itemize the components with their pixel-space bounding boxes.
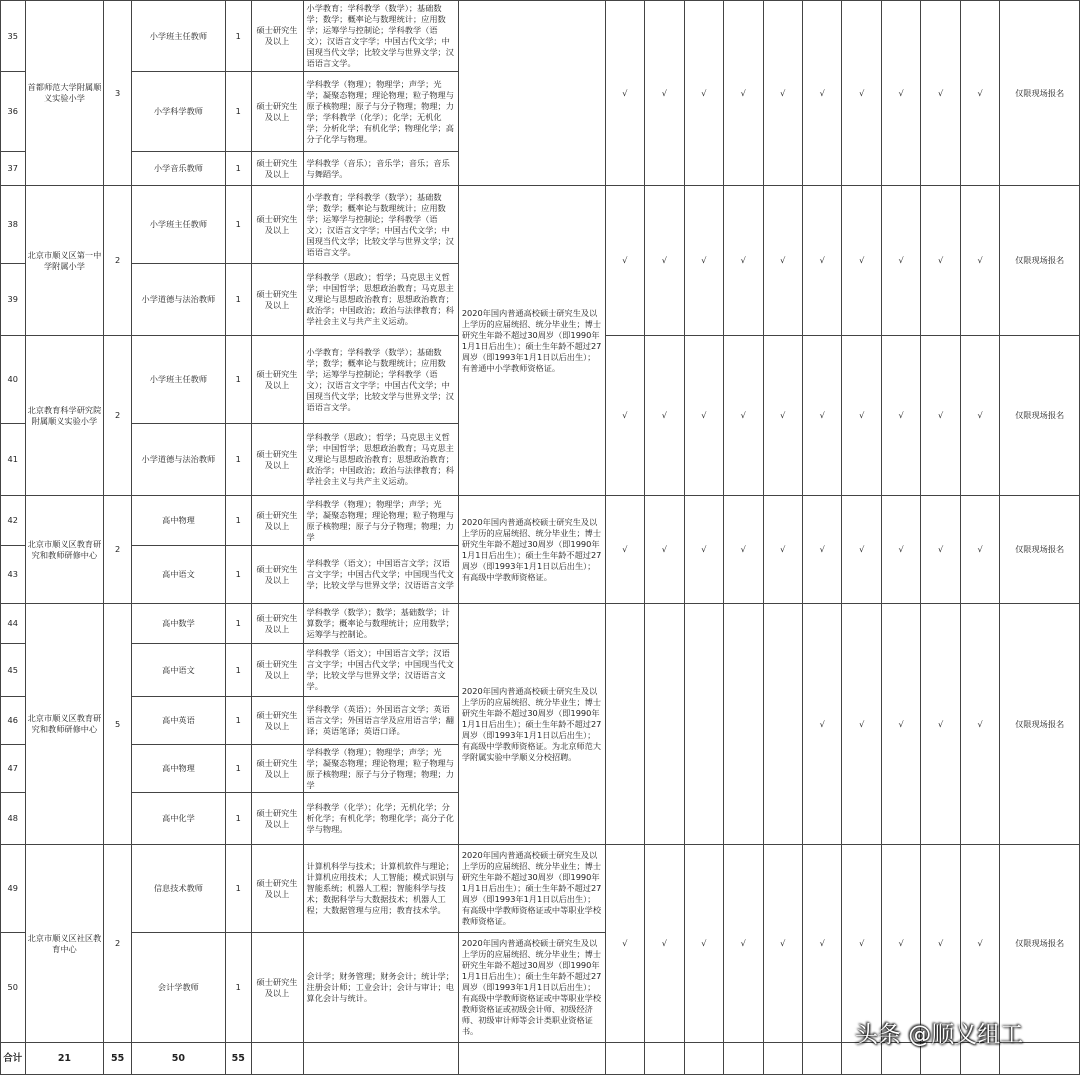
check-cell: √ bbox=[802, 845, 841, 1043]
education: 硕士研究生及以上 bbox=[251, 424, 303, 496]
registration-note: 仅限现场报名 bbox=[1000, 1, 1080, 186]
hire-count: 1 bbox=[225, 336, 251, 424]
check-cell-empty bbox=[724, 604, 763, 845]
check-cell: √ bbox=[921, 1, 960, 186]
hire-count: 1 bbox=[225, 424, 251, 496]
post-name: 小学音乐教师 bbox=[131, 152, 225, 186]
row-number: 38 bbox=[1, 186, 26, 264]
education: 硕士研究生及以上 bbox=[251, 745, 303, 793]
unit-name: 首都师范大学附属顺义实验小学 bbox=[25, 1, 104, 186]
unit-post-count: 2 bbox=[104, 336, 132, 496]
post-name: 小学道德与法治教师 bbox=[131, 424, 225, 496]
row-number: 46 bbox=[1, 697, 26, 745]
check-cell-empty bbox=[645, 604, 684, 845]
requirements: 2020年国内普通高校硕士研究生及以上学历的应届统招、统分毕业生；博士研究生年龄不超过30周岁（即1990年1月1日后出生）；硕士生年龄不超过27周岁（即1993年1月1日以后出生）；有高级中学教师资格证。 bbox=[458, 496, 605, 604]
check-cell: √ bbox=[724, 186, 763, 336]
post-name: 高中物理 bbox=[131, 745, 225, 793]
check-cell-empty bbox=[605, 604, 644, 845]
table-row bbox=[1, 186, 1080, 264]
check-cell: √ bbox=[724, 336, 763, 496]
hire-count: 1 bbox=[225, 546, 251, 604]
check-cell: √ bbox=[605, 336, 644, 496]
education: 硕士研究生及以上 bbox=[251, 336, 303, 424]
major: 会计学；财务管理；财务会计；统计学；注册会计师；工业会计；会计与审计；电算化会计与统计。 bbox=[303, 933, 458, 1043]
check-cell: √ bbox=[802, 336, 841, 496]
post-name: 高中化学 bbox=[131, 793, 225, 845]
row-number: 47 bbox=[1, 745, 26, 793]
major: 学科教学（语文）；中国语言文学；汉语言文字学；中国古代文学；中国现当代文学；比较文学与世界文学；汉语语言文学。 bbox=[303, 644, 458, 697]
empty-cell bbox=[802, 1043, 841, 1075]
hire-count: 1 bbox=[225, 933, 251, 1043]
row-number: 44 bbox=[1, 604, 26, 644]
post-name: 小学班主任教师 bbox=[131, 186, 225, 264]
totals-units: 21 bbox=[25, 1043, 104, 1075]
row-number: 39 bbox=[1, 264, 26, 336]
major: 学科教学（物理）；物理学；声学；光学；凝聚态物理；理论物理；粒子物理与原子核物理；原子与分子物理；物理；力学 bbox=[303, 496, 458, 546]
education: 硕士研究生及以上 bbox=[251, 933, 303, 1043]
check-cell: √ bbox=[921, 604, 960, 845]
check-cell: √ bbox=[842, 186, 881, 336]
row-number: 42 bbox=[1, 496, 26, 546]
check-cell: √ bbox=[921, 496, 960, 604]
unit-post-count: 5 bbox=[104, 604, 132, 845]
check-cell: √ bbox=[842, 845, 881, 1043]
unit-name: 北京市顺义区教育研究和教师研修中心 bbox=[25, 604, 104, 845]
check-cell: √ bbox=[763, 496, 802, 604]
major: 学科教学（英语）；外国语言文学；英语语言文学；外国语言学及应用语言学；翻译；英语笔译；英语口译。 bbox=[303, 697, 458, 745]
major: 学科教学（思政）；哲学；马克思主义哲学；中国哲学；思想政治教育；马克思主义理论与思想政治教育；思想政治教育；政治学；中国政治；政治与法律教育；科学社会主义与共产主义运动。 bbox=[303, 424, 458, 496]
major: 小学教育；学科教学（数学）；基础数学；数学；概率论与数理统计；应用数学；运筹学与控制论；学科教学（语文）；汉语言文字学；中国古代文学；中国现当代文学；比较文学与世界文学；汉语语言文学。 bbox=[303, 1, 458, 72]
unit-name: 北京市顺义区社区教育中心 bbox=[25, 845, 104, 1043]
check-cell: √ bbox=[684, 336, 723, 496]
post-name: 小学道德与法治教师 bbox=[131, 264, 225, 336]
check-cell: √ bbox=[763, 1, 802, 186]
education: 硕士研究生及以上 bbox=[251, 152, 303, 186]
requirements: 2020年国内普通高校硕士研究生及以上学历的应届统招、统分毕业生；博士研究生年龄不超过30周岁（即1990年1月1日后出生）；硕士生年龄不超过27周岁（即1993年1月1日以后出生）；有高级中学教师资格证。为北京师范大学附属实验中学顺义分校招聘。 bbox=[458, 604, 605, 845]
post-name: 小学班主任教师 bbox=[131, 1, 225, 72]
check-cell: √ bbox=[724, 845, 763, 1043]
check-cell: √ bbox=[881, 1, 920, 186]
check-cell: √ bbox=[645, 1, 684, 186]
major: 学科教学（物理）；物理学；声学；光学；凝聚态物理；理论物理；粒子物理与原子核物理；原子与分子物理；物理；力学；学科教学（化学）；化学；无机化学；分析化学；有机化学；物理化学；高分子化学与物理。 bbox=[303, 72, 458, 152]
registration-note: 仅限现场报名 bbox=[1000, 186, 1080, 336]
row-number: 35 bbox=[1, 1, 26, 72]
check-cell-empty bbox=[684, 604, 723, 845]
registration-note: 仅限现场报名 bbox=[1000, 845, 1080, 1043]
hire-count: 1 bbox=[225, 72, 251, 152]
check-cell: √ bbox=[881, 845, 920, 1043]
requirements: 2020年国内普通高校硕士研究生及以上学历的应届统招、统分毕业生；博士研究生年龄不超过30周岁（即1990年1月1日后出生）；硕士生年龄不超过27周岁（即1993年1月1日以后出生）；有高级中学教师资格证或中等职业学校教师资格证或初级会计师、初级经济师、初级审计师等会计类职业资格证书。 bbox=[458, 933, 605, 1043]
unit-post-count: 2 bbox=[104, 496, 132, 604]
check-cell: √ bbox=[724, 1, 763, 186]
table-row bbox=[1, 845, 1080, 933]
check-cell: √ bbox=[960, 336, 999, 496]
check-cell: √ bbox=[684, 1, 723, 186]
education: 硕士研究生及以上 bbox=[251, 264, 303, 336]
check-cell: √ bbox=[763, 845, 802, 1043]
education: 硕士研究生及以上 bbox=[251, 496, 303, 546]
check-cell: √ bbox=[921, 336, 960, 496]
post-name: 高中英语 bbox=[131, 697, 225, 745]
check-cell: √ bbox=[684, 186, 723, 336]
row-number: 40 bbox=[1, 336, 26, 424]
unit-post-count: 2 bbox=[104, 186, 132, 336]
education: 硕士研究生及以上 bbox=[251, 793, 303, 845]
major: 学科教学（化学）；化学；无机化学；分析化学；有机化学；物理化学；高分子化学与物理。 bbox=[303, 793, 458, 845]
hire-count: 1 bbox=[225, 604, 251, 644]
major: 计算机科学与技术；计算机软件与理论；计算机应用技术；人工智能；模式识别与智能系统；机器人工程；智能科学与技术；数据科学与大数据技术；机器人工程；大数据管理与应用；教育技术学。 bbox=[303, 845, 458, 933]
empty-cell bbox=[303, 1043, 458, 1075]
hire-count: 1 bbox=[225, 1, 251, 72]
major: 学科教学（音乐）；音乐学；音乐；音乐与舞蹈学。 bbox=[303, 152, 458, 186]
row-number: 41 bbox=[1, 424, 26, 496]
major: 学科教学（思政）；哲学；马克思主义哲学；中国哲学；思想政治教育；马克思主义理论与思想政治教育；思想政治教育；政治学；中国政治；政治与法律教育；科学社会主义与共产主义运动。 bbox=[303, 264, 458, 336]
major: 小学教育；学科教学（数学）；基础数学；数学；概率论与数理统计；应用数学；运筹学与控制论；学科教学（语文）；汉语言文字学；中国古代文学；中国现当代文学；比较文学与世界文学；汉语语言文学。 bbox=[303, 186, 458, 264]
check-cell: √ bbox=[881, 604, 920, 845]
check-cell: √ bbox=[645, 496, 684, 604]
education: 硕士研究生及以上 bbox=[251, 845, 303, 933]
check-cell: √ bbox=[605, 496, 644, 604]
check-cell: √ bbox=[802, 604, 841, 845]
empty-cell bbox=[605, 1043, 644, 1075]
education: 硕士研究生及以上 bbox=[251, 604, 303, 644]
check-cell: √ bbox=[921, 845, 960, 1043]
empty-cell bbox=[458, 1043, 605, 1075]
check-cell: √ bbox=[881, 186, 920, 336]
check-cell: √ bbox=[645, 186, 684, 336]
education: 硕士研究生及以上 bbox=[251, 72, 303, 152]
check-cell: √ bbox=[921, 186, 960, 336]
totals-label: 合计 bbox=[1, 1043, 26, 1075]
row-number: 45 bbox=[1, 644, 26, 697]
education: 硕士研究生及以上 bbox=[251, 644, 303, 697]
check-cell: √ bbox=[645, 336, 684, 496]
requirements: 2020年国内普通高校硕士研究生及以上学历的应届统招、统分毕业生；博士研究生年龄不超过30周岁（即1990年1月1日后出生）；硕士生年龄不超过27周岁（即1993年1月1日以后出生）；有普通中小学教师资格证。 bbox=[458, 186, 605, 496]
totals-people: 55 bbox=[225, 1043, 251, 1075]
major: 学科教学（物理）；物理学；声学；光学；凝聚态物理；理论物理；粒子物理与原子核物理；原子与分子物理；物理；力学 bbox=[303, 745, 458, 793]
education: 硕士研究生及以上 bbox=[251, 186, 303, 264]
hire-count: 1 bbox=[225, 264, 251, 336]
hire-count: 1 bbox=[225, 152, 251, 186]
empty-cell bbox=[645, 1043, 684, 1075]
hire-count: 1 bbox=[225, 793, 251, 845]
totals-unit-posts: 55 bbox=[104, 1043, 132, 1075]
requirements: 2020年国内普通高校硕士研究生及以上学历的应届统招、统分毕业生；博士研究生年龄不超过30周岁（即1990年1月1日后出生）；硕士生年龄不超过27周岁（即1993年1月1日以后出生）；有高级中学教师资格证或中等职业学校教师资格证。 bbox=[458, 845, 605, 933]
requirements bbox=[458, 1, 605, 186]
empty-cell bbox=[763, 1043, 802, 1075]
hire-count: 1 bbox=[225, 644, 251, 697]
table-row bbox=[1, 496, 1080, 546]
row-number: 50 bbox=[1, 933, 26, 1043]
table-row bbox=[1, 1, 1080, 72]
unit-name: 北京市顺义区第一中学附属小学 bbox=[25, 186, 104, 336]
empty-cell bbox=[724, 1043, 763, 1075]
hire-count: 1 bbox=[225, 697, 251, 745]
row-number: 48 bbox=[1, 793, 26, 845]
check-cell: √ bbox=[645, 845, 684, 1043]
hire-count: 1 bbox=[225, 496, 251, 546]
check-cell: √ bbox=[842, 604, 881, 845]
check-cell: √ bbox=[763, 336, 802, 496]
check-cell: √ bbox=[605, 186, 644, 336]
row-number: 36 bbox=[1, 72, 26, 152]
education: 硕士研究生及以上 bbox=[251, 697, 303, 745]
check-cell: √ bbox=[842, 496, 881, 604]
check-cell-empty bbox=[763, 604, 802, 845]
post-name: 高中数学 bbox=[131, 604, 225, 644]
totals-posts: 50 bbox=[131, 1043, 225, 1075]
check-cell: √ bbox=[802, 186, 841, 336]
post-name: 高中语文 bbox=[131, 644, 225, 697]
unit-post-count: 2 bbox=[104, 845, 132, 1043]
row-number: 37 bbox=[1, 152, 26, 186]
hire-count: 1 bbox=[225, 745, 251, 793]
check-cell: √ bbox=[881, 336, 920, 496]
check-cell: √ bbox=[684, 845, 723, 1043]
check-cell: √ bbox=[763, 186, 802, 336]
row-number: 43 bbox=[1, 546, 26, 604]
check-cell: √ bbox=[881, 496, 920, 604]
table-row bbox=[1, 604, 1080, 644]
check-cell: √ bbox=[960, 1, 999, 186]
check-cell: √ bbox=[605, 1, 644, 186]
registration-note: 仅限现场报名 bbox=[1000, 336, 1080, 496]
post-name: 高中语文 bbox=[131, 546, 225, 604]
check-cell: √ bbox=[605, 845, 644, 1043]
check-cell: √ bbox=[960, 604, 999, 845]
check-cell: √ bbox=[684, 496, 723, 604]
registration-note: 仅限现场报名 bbox=[1000, 496, 1080, 604]
post-name: 小学科学教师 bbox=[131, 72, 225, 152]
check-cell: √ bbox=[802, 1, 841, 186]
registration-note: 仅限现场报名 bbox=[1000, 604, 1080, 845]
post-name: 会计学教师 bbox=[131, 933, 225, 1043]
check-cell: √ bbox=[802, 496, 841, 604]
unit-name: 北京市顺义区教育研究和教师研修中心 bbox=[25, 496, 104, 604]
education: 硕士研究生及以上 bbox=[251, 1, 303, 72]
check-cell: √ bbox=[724, 496, 763, 604]
major: 小学教育；学科教学（数学）；基础数学；数学；概率论与数理统计；应用数学；运筹学与控制论；学科教学（语文）；汉语言文字学；中国古代文学；中国现当代文学；比较文学与世界文学；汉语语言文学。 bbox=[303, 336, 458, 424]
hire-count: 1 bbox=[225, 186, 251, 264]
post-name: 信息技术教师 bbox=[131, 845, 225, 933]
check-cell: √ bbox=[842, 336, 881, 496]
check-cell: √ bbox=[960, 496, 999, 604]
watermark: 头条 @顺义组工 bbox=[855, 1022, 1024, 1048]
unit-post-count: 3 bbox=[104, 1, 132, 186]
post-name: 小学班主任教师 bbox=[131, 336, 225, 424]
empty-cell bbox=[684, 1043, 723, 1075]
education: 硕士研究生及以上 bbox=[251, 546, 303, 604]
check-cell: √ bbox=[960, 845, 999, 1043]
unit-name: 北京教育科学研究院附属顺义实验小学 bbox=[25, 336, 104, 496]
major: 学科教学（语文）；中国语言文学；汉语言文字学；中国古代文学；中国现当代文学；比较文学与世界文学；汉语语言文学 bbox=[303, 546, 458, 604]
hire-count: 1 bbox=[225, 845, 251, 933]
row-number: 49 bbox=[1, 845, 26, 933]
major: 学科教学（数学）；数学；基础数学；计算数学；概率论与数理统计；应用数学；运筹学与控制论。 bbox=[303, 604, 458, 644]
check-cell: √ bbox=[842, 1, 881, 186]
post-name: 高中物理 bbox=[131, 496, 225, 546]
check-cell: √ bbox=[960, 186, 999, 336]
empty-cell bbox=[251, 1043, 303, 1075]
